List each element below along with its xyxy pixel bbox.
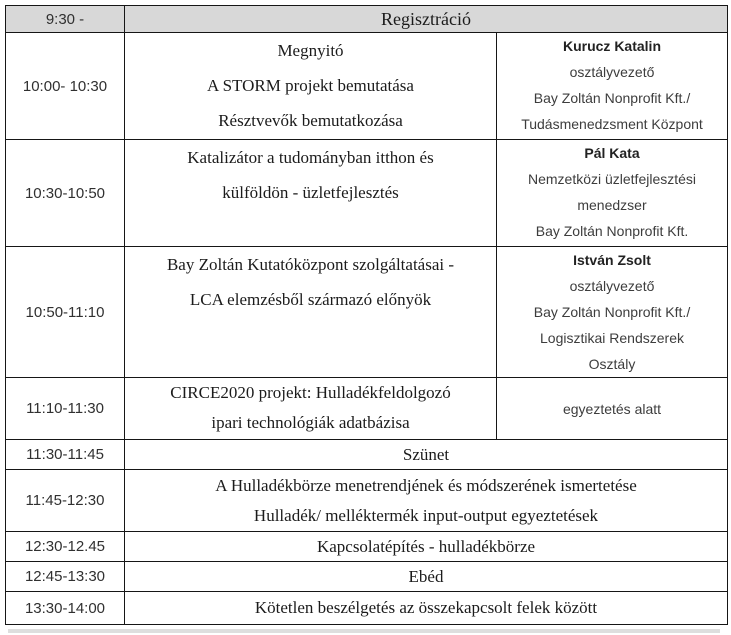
presenter-cell (497, 247, 728, 378)
time-cell: 11:45-12:30 (6, 470, 125, 532)
time-cell: 10:50-11:10 (6, 247, 125, 378)
table-row-session-3 (6, 247, 728, 378)
presenter-cell (497, 140, 728, 247)
table-row-lunch (6, 562, 728, 592)
next-table-row-edge (8, 629, 720, 633)
table-row-session-6 (6, 532, 728, 562)
table-row-header (6, 6, 728, 33)
presenter-line: osztályvezető (569, 64, 655, 80)
presenter-line: Nemzetközi üzletfejlesztési (527, 171, 697, 187)
time-cell: 12:30-12.45 (6, 532, 125, 562)
program-line: Megnyitó (277, 41, 344, 60)
presenter-line: Bay Zoltán Nonprofit Kft./ (533, 304, 691, 320)
table-row-break (6, 440, 728, 470)
time-cell: 11:10-11:30 (6, 378, 125, 440)
table-row-session-2 (6, 140, 728, 247)
merged-program-cell: Ebéd (125, 562, 728, 592)
program-line: A STORM projekt bemutatása (207, 76, 414, 95)
table-row-session-5 (6, 470, 728, 532)
program-line: LCA elemzésből származó előnyök (189, 290, 432, 309)
program-cell (125, 247, 497, 378)
merged-program-cell: Szünet (125, 440, 728, 470)
presenter-line: menedzser (577, 197, 647, 213)
program-line: Bay Zoltán Kutatóközpont szolgáltatásai - (166, 255, 455, 274)
time-cell: 13:30-14:00 (6, 592, 125, 625)
program-line: Katalizátor a tudományban itthon és (187, 148, 434, 167)
program-line: külföldön - üzletfejlesztés (222, 183, 399, 202)
program-line: CIRCE2020 projekt: Hulladékfeldolgozó (170, 383, 451, 402)
time-cell: 10:30-10:50 (6, 140, 125, 247)
program-cell (125, 140, 497, 247)
merged-program-cell: Kapcsolatépítés - hulladékbörze (125, 532, 728, 562)
table-row-session-4 (6, 378, 728, 440)
time-cell: 10:00- 10:30 (6, 33, 125, 140)
presenter-line: Bay Zoltán Nonprofit Kft./ (533, 90, 691, 106)
table-row-session-8 (6, 592, 728, 625)
table-row-session-1 (6, 33, 728, 140)
presenter-line: Logisztikai Rendszerek (540, 330, 684, 346)
presenter-status-cell: egyeztetés alatt (497, 378, 728, 440)
presenter-name: Kurucz Katalin (562, 38, 661, 54)
presenter-line: Bay Zoltán Nonprofit Kft. (535, 223, 689, 239)
presenter-name: Pál Kata (584, 145, 640, 161)
time-cell: 11:30-11:45 (6, 440, 125, 470)
program-line: A Hulladékbörze menetrendjének és módszerének ismertetése (215, 475, 637, 495)
header-time-cell: 9:30 - (6, 6, 125, 33)
header-title-cell: Regisztráció (125, 6, 728, 33)
agenda-table (5, 5, 728, 625)
merged-program-cell (125, 470, 728, 532)
program-cell (125, 378, 497, 440)
presenter-line: Tudásmenedzsment Központ (521, 116, 703, 132)
program-line: Hulladék/ melléktermék input-output egyeztetések (253, 505, 599, 525)
presenter-name: István Zsolt (573, 252, 651, 268)
program-line: Résztvevők bemutatkozása (218, 111, 403, 130)
program-cell (125, 33, 497, 140)
presenter-line: Osztály (588, 356, 636, 372)
merged-program-cell: Kötetlen beszélgetés az összekapcsolt felek között (125, 592, 728, 625)
presenter-line: osztályvezető (569, 278, 655, 294)
program-line: ipari technológiák adatbázisa (211, 413, 410, 432)
presenter-cell (497, 33, 728, 140)
time-cell: 12:45-13:30 (6, 562, 125, 592)
